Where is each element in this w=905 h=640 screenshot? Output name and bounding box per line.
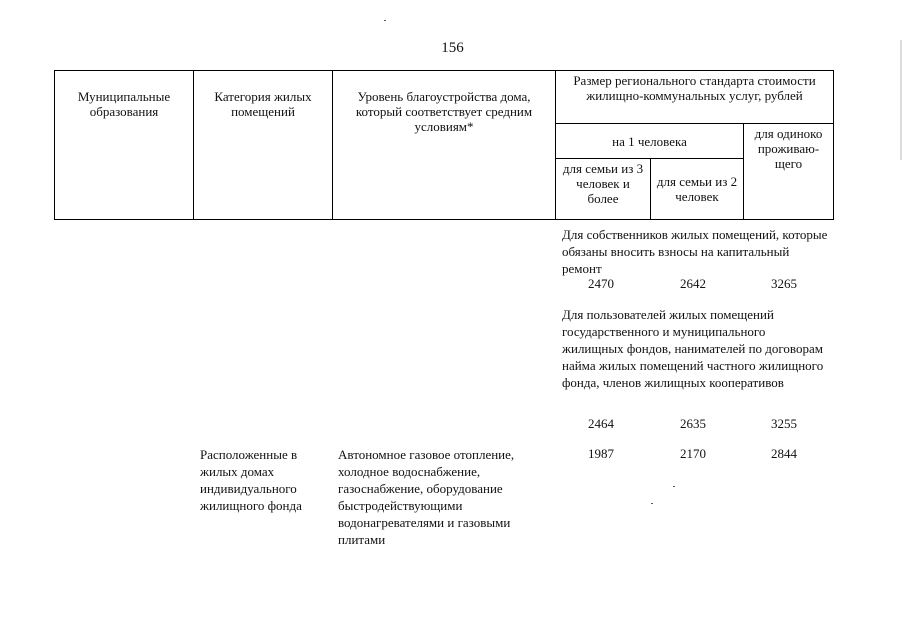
header-standard-line2: жилищно-коммунальных услуг, рублей	[586, 88, 803, 103]
table-header	[54, 70, 834, 220]
section1-title: Для собственников жилых помещений, которые обязаны вносить взносы на капитальный ремонт	[562, 227, 828, 276]
header-family2: для семьи из 2 человек	[651, 159, 744, 220]
row3-value-family3: 1987	[588, 446, 614, 461]
row3-value-family2: 2170	[680, 446, 706, 461]
header-per-person: на 1 человека	[556, 124, 744, 159]
scan-speck	[651, 503, 653, 504]
section1-value-family2: 2642	[680, 276, 706, 291]
header-level: Уровень благоустройства дома, который соответствует средним условиям*	[333, 71, 556, 220]
section1-value-single: 3265	[771, 276, 797, 291]
page-number: 156	[441, 40, 464, 56]
row3-value-single: 2844	[771, 446, 797, 461]
section1-value-family3: 2470	[588, 276, 614, 291]
header-family3: для семьи из 3 человек и более	[556, 159, 651, 220]
section2-title: Для пользователей жилых помещений государственного и муниципального жилищных фондов, нанимателей по договорам найма жилых помещений частного жилищного фонда, членов жилищных кооперативов	[562, 307, 824, 390]
header-single: для одиноко проживаю-щего	[744, 124, 834, 220]
row3-category: Расположенные в жилых домах индивидуального жилищного фонда	[200, 447, 302, 513]
scan-edge-mark	[900, 40, 902, 160]
section2-value-family3: 2464	[588, 416, 614, 431]
section2-value-single: 3255	[771, 416, 797, 431]
header-category: Категория жилых помещений	[194, 71, 333, 220]
row3-level: Автономное газовое отопление, холодное водоснабжение, газоснабжение, оборудование быстродействующими водонагревателями и газовыми плитами	[338, 447, 515, 547]
header-standard	[556, 71, 834, 124]
scan-speck	[673, 486, 675, 487]
header-standard-line1: Размер регионального стандарта стоимости	[573, 73, 816, 88]
scan-speck	[384, 20, 386, 21]
header-municipal: Муниципальные образования	[55, 71, 194, 220]
section2-value-family2: 2635	[680, 416, 706, 431]
